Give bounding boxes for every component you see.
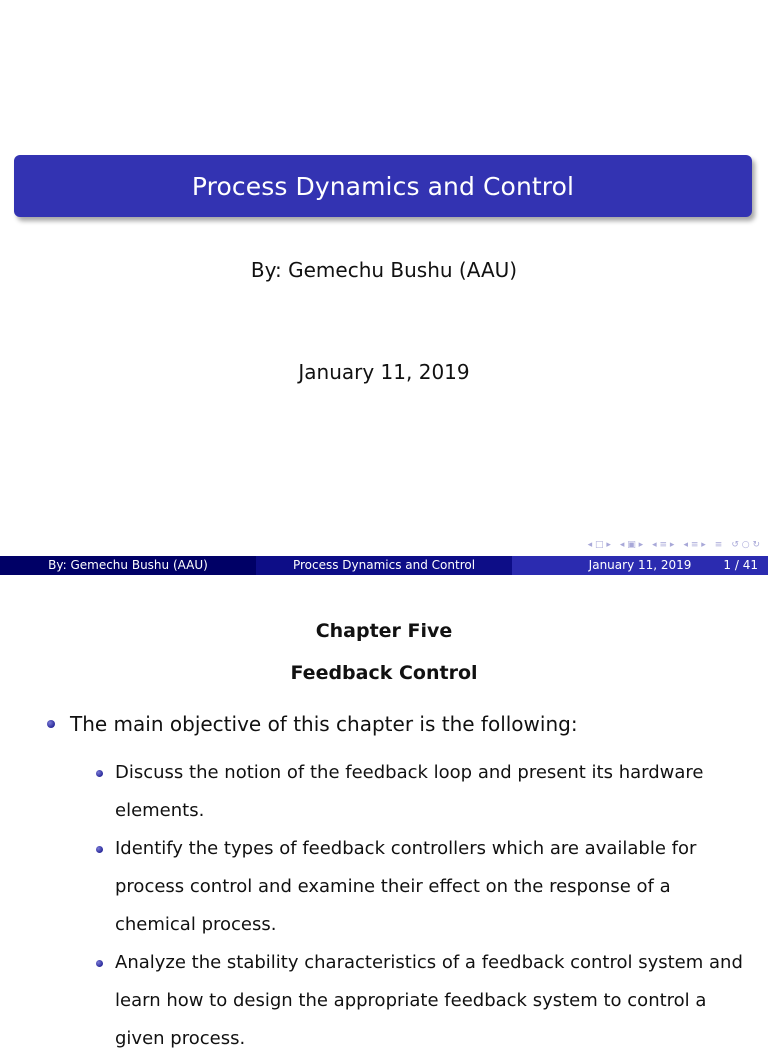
objective-list <box>96 754 756 1058</box>
footer-date: January 11, 2019 <box>588 558 692 572</box>
nav-section-icon[interactable]: ◂ ≡ ▸ <box>683 540 706 550</box>
list-item <box>96 944 756 1058</box>
list-item-text: Analyze the stability characteristics of a feedback control system and learn how to design the appropriate feedback system to control a given process. <box>115 952 743 1049</box>
presentation-title: Process Dynamics and Control <box>14 155 752 217</box>
list-item <box>96 830 756 944</box>
list-item-text: Discuss the notion of the feedback loop and present its hardware elements. <box>115 762 704 821</box>
author-line: By: Gemechu Bushu (AAU) <box>250 258 518 282</box>
bullet-icon <box>96 846 103 853</box>
main-bullet-text: The main objective of this chapter is the following: <box>70 712 578 736</box>
bullet-icon <box>47 720 55 728</box>
bullet-icon <box>96 770 103 777</box>
chapter-heading: Chapter Five <box>315 620 453 642</box>
list-item-text: Identify the types of feedback controllers which are available for process control and examine their effect on the response of a chemical process. <box>115 838 697 935</box>
chapter-subtitle: Feedback Control <box>290 662 478 684</box>
footer-author: By: Gemechu Bushu (AAU) <box>0 556 256 575</box>
beamer-navigation-bar[interactable] <box>588 538 760 552</box>
footer-title: Process Dynamics and Control <box>256 556 512 575</box>
footer-bar <box>0 556 768 575</box>
chapter-slide <box>0 576 768 1049</box>
nav-align-icon[interactable]: ≡ <box>714 540 723 550</box>
nav-search-icon[interactable]: ↺ ○ ↻ <box>731 540 760 550</box>
footer-page-number: 1 / 41 <box>723 558 758 572</box>
list-item <box>96 754 756 830</box>
presentation-date: January 11, 2019 <box>298 360 470 384</box>
nav-subsection-icon[interactable]: ◂ ≡ ▸ <box>652 540 675 550</box>
footer-info <box>512 556 768 575</box>
bullet-icon <box>96 960 103 967</box>
nav-frame-icon[interactable]: ◂ ▣ ▸ <box>619 540 644 550</box>
main-bullet <box>47 712 578 736</box>
nav-arrows-icon[interactable]: ◂ □ ▸ <box>587 540 611 550</box>
